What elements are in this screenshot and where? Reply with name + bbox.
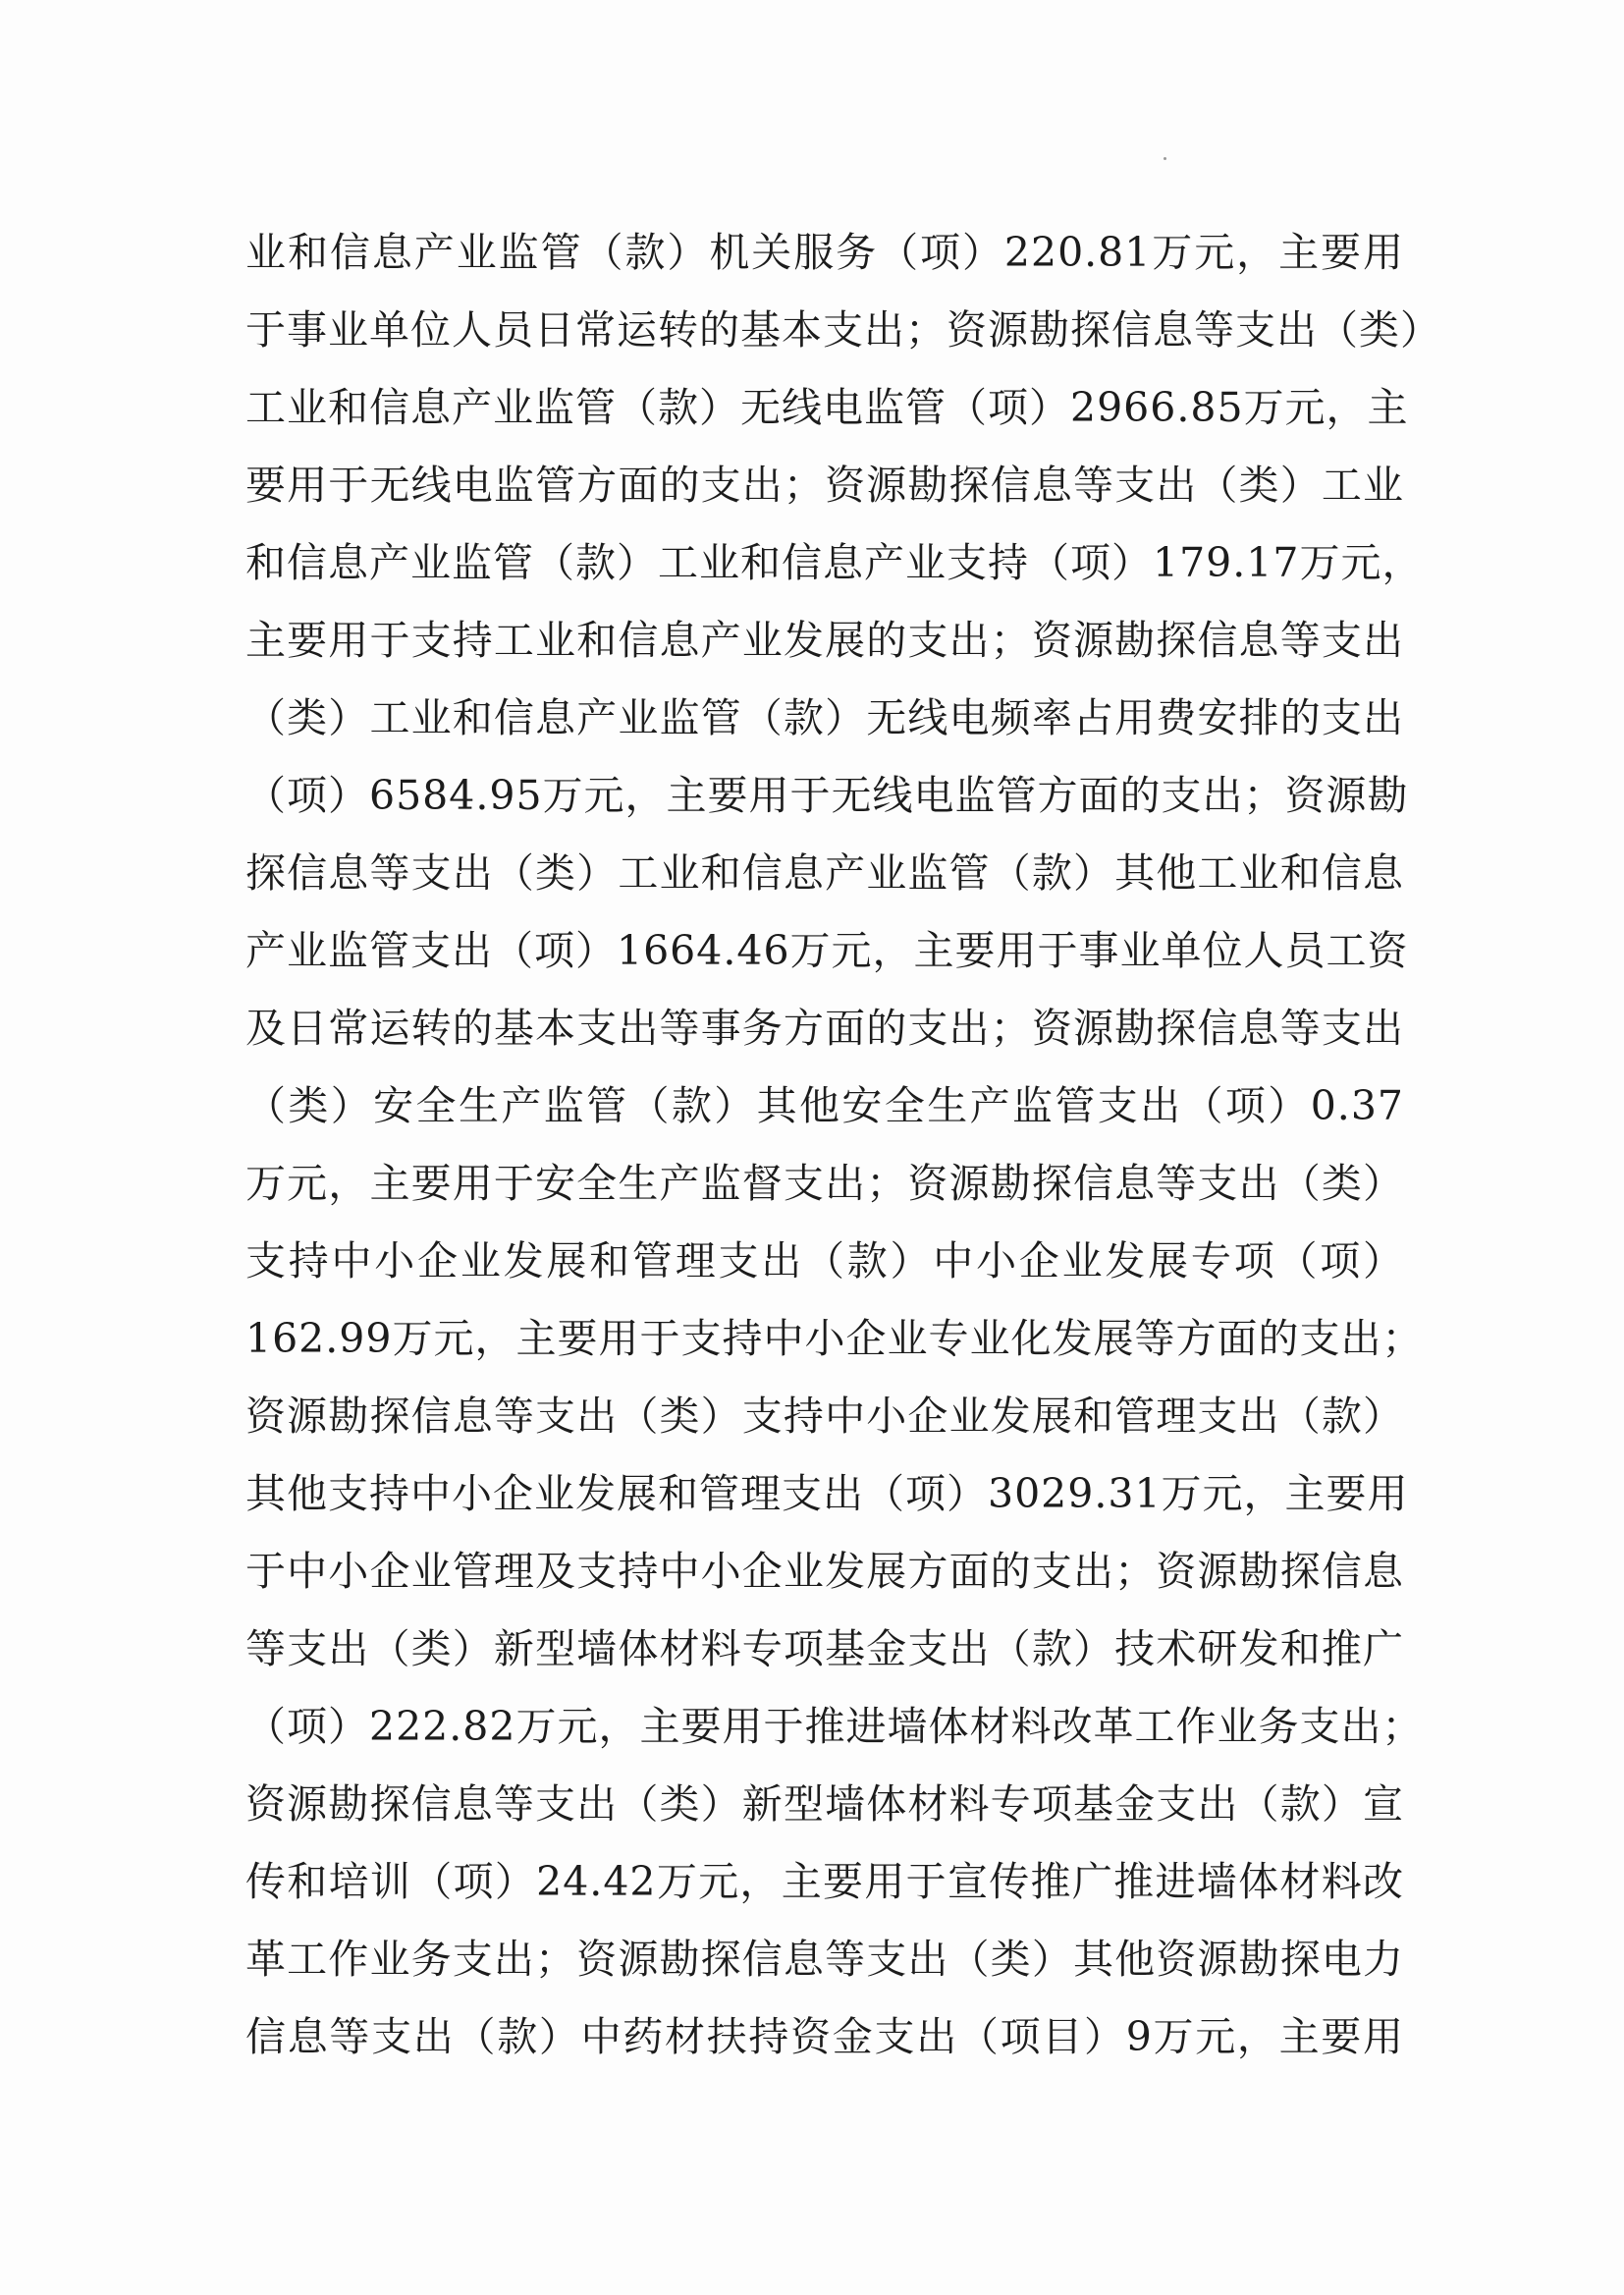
text-line-2: 于事业单位人员日常运转的基本支出；资源勘探信息等支出（类） xyxy=(245,306,1441,354)
body-text xyxy=(245,214,1441,2076)
text-line-18: 于中小企业管理及支持中小企业发展方面的支出；资源勘探信息 xyxy=(245,1548,1404,1595)
text-line-19: 等支出（类）新型墙体材料专项基金支出（款）技术研发和推广 xyxy=(245,1625,1404,1672)
text-line-13: 万元，主要用于安全生产监督支出；资源勘探信息等支出（类） xyxy=(245,1160,1404,1207)
text-line-6: 主要用于支持工业和信息产业发展的支出；资源勘探信息等支出 xyxy=(245,617,1404,664)
scan-speck xyxy=(1164,157,1166,160)
text-line-5: 和信息产业监管（款）工业和信息产业支持（项）179.17万元， xyxy=(245,539,1424,586)
text-line-12: （类）安全生产监管（款）其他安全生产监管支出（项）0.37 xyxy=(245,1082,1404,1129)
text-line-9: 探信息等支出（类）工业和信息产业监管（款）其他工业和信息 xyxy=(245,849,1404,897)
text-line-15: 162.99万元，主要用于支持中小企业专业化发展等方面的支出； xyxy=(245,1315,1424,1362)
text-line-20: （项）222.82万元，主要用于推进墙体材料改革工作业务支出； xyxy=(245,1703,1424,1750)
text-line-24: 信息等支出（款）中药材扶持资金支出（项目）9万元，主要用 xyxy=(245,2013,1404,2060)
text-line-3: 工业和信息产业监管（款）无线电监管（项）2966.85万元，主 xyxy=(245,384,1409,431)
text-line-16: 资源勘探信息等支出（类）支持中小企业发展和管理支出（款） xyxy=(245,1393,1404,1440)
text-line-23: 革工作业务支出；资源勘探信息等支出（类）其他资源勘探电力 xyxy=(245,1936,1404,1983)
text-line-17: 其他支持中小企业发展和管理支出（项）3029.31万元，主要用 xyxy=(245,1470,1409,1517)
text-line-22: 传和培训（项）24.42万元，主要用于宣传推广推进墙体材料改 xyxy=(245,1858,1404,1905)
text-line-4: 要用于无线电监管方面的支出；资源勘探信息等支出（类）工业 xyxy=(245,462,1404,509)
text-line-1: 业和信息产业监管（款）机关服务（项）220.81万元，主要用 xyxy=(245,229,1404,276)
text-line-10: 产业监管支出（项）1664.46万元，主要用于事业单位人员工资 xyxy=(245,927,1409,974)
text-line-21: 资源勘探信息等支出（类）新型墙体材料专项基金支出（款）宣 xyxy=(245,1780,1404,1828)
text-line-11: 及日常运转的基本支出等事务方面的支出；资源勘探信息等支出 xyxy=(245,1005,1404,1052)
text-line-7: （类）工业和信息产业监管（款）无线电频率占用费安排的支出 xyxy=(245,694,1404,741)
text-line-8: （项）6584.95万元，主要用于无线电监管方面的支出；资源勘 xyxy=(245,772,1409,819)
text-line-14: 支持中小企业发展和管理支出（款）中小企业发展专项（项） xyxy=(245,1237,1404,1284)
